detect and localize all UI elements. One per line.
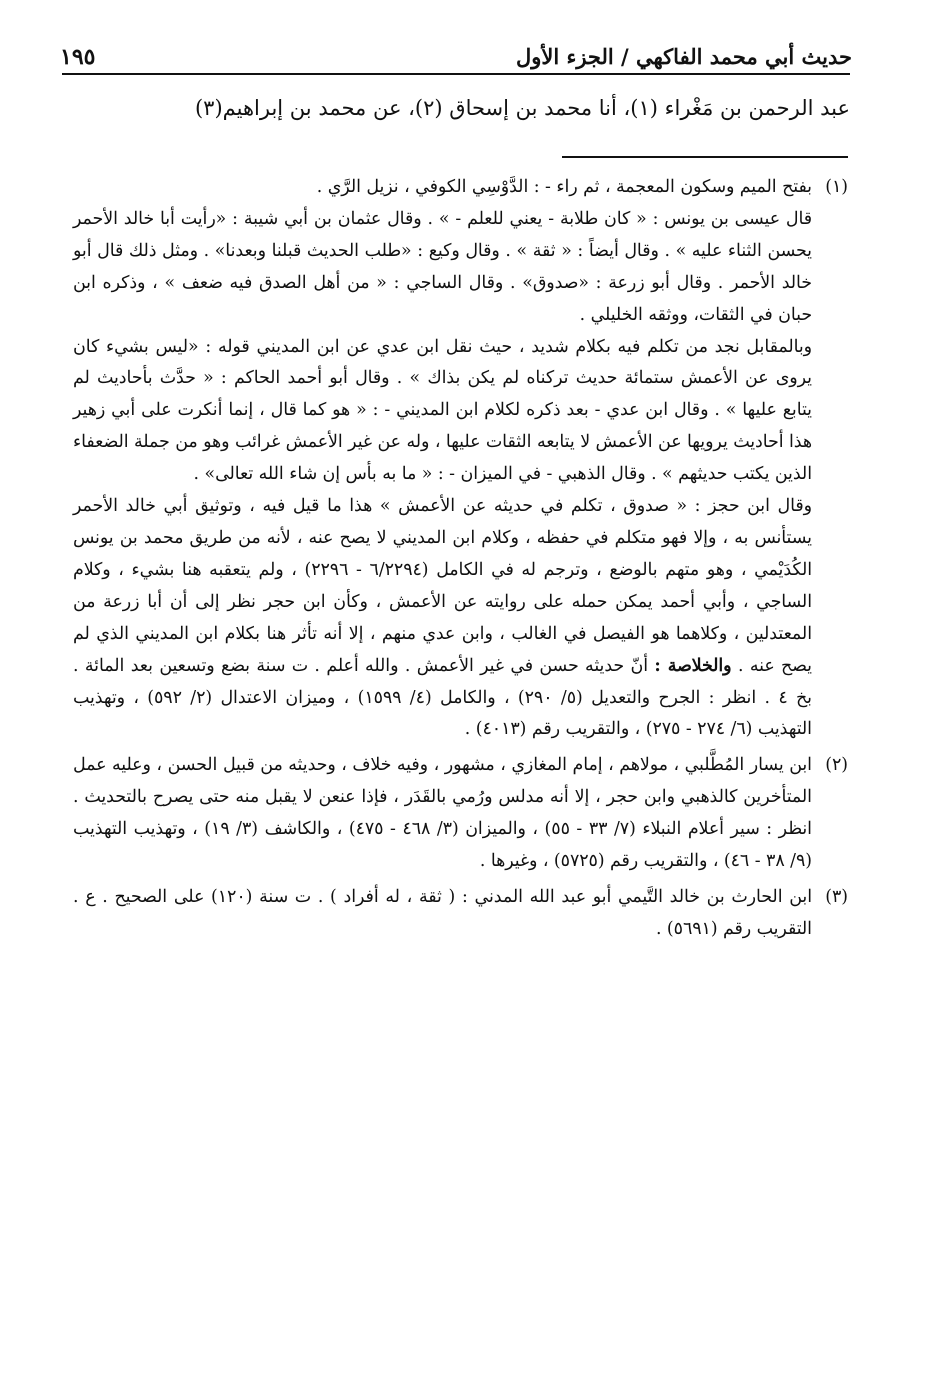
footnote-paragraph: قال عيسى بن يونس : « كان طلابة - يعني للعلم - » . وقال عثمان بن أبي شيبة : «رأيت أبا خالد الأحمر يحسن الثناء عليه » . وقال أيضاً : « ثقة » . وقال وكيع : «طلب الحديث قبلنا وبعدنا» . ومثل ذلك قال أبو خالد الأحمر . وقال أبو زرعة : «صدوق» . وقال الساجي : « من أهل الصدق فيه ضعف » ، وذكره ابن حبان في الثقات، ووثقه الخليلي . <box>73 208 812 325</box>
main-text: عبد الرحمن بن مَغْراء (١)، أنا محمد بن إسحاق (٢)، عن محمد بن إبراهيم(٣) <box>194 96 850 120</box>
footnote-paragraph: وبالمقابل نجد من تكلم فيه بكلام شديد ، حيث نقل ابن عدي عن ابن المديني قوله : «ليس بشيء كان يروى عن الأعمش ستمائة حديث تركناه لم يكن بذاك » . وقال أبو أحمد الحاكم : « حدَّث بأحاديث لم يتابع عليها » . وقال ابن عدي - بعد ذكره لكلام ابن المديني - : « هو كما قال ، إنما أنكرت على أبي زهير هذا أحاديث يرويها عن الأعمش لا يتابعه الثقات عليها ، وله عن غير الأعمش غرائب وهو من جملة الضعفاء الذين يكتب حديثهم » . وقال الذهبي - في الميزان - : « ما به بأس إن شاء الله تعالى» . <box>73 336 812 485</box>
running-title: حديث أبي محمد الفاكهي / الجزء الأول <box>515 44 852 69</box>
header-rule <box>62 73 850 75</box>
footnotes <box>73 172 848 946</box>
footnote-paragraph <box>73 491 812 746</box>
footnote-number: (٢) <box>825 755 848 776</box>
footnote-text: أنّ حديثه حسن في غير الأعمش . والله أعلم . ت سنة بضع وتسعين بعد المائة . بخ ٤ . انظر : الجرح والتعديل (٥/ ٢٩٠) ، والكامل (٤/ ١٥٩٩) ، وميزان الاعتدال (٢/ ٥٩٢) ، وتهذيب التهذيب (٦/ ٢٧٤ - ٢٧٥) ، والتقريب رقم (٤٠١٣) . <box>73 655 812 740</box>
page-header <box>60 38 852 76</box>
footnote-2 <box>73 750 848 878</box>
footnote-1 <box>73 172 848 746</box>
footnote-3 <box>73 882 848 946</box>
footnote-paragraph: بفتح الميم وسكون المعجمة ، ثم راء - : الدَّوْسِي الكوفي ، نزيل الرَّي . <box>316 177 812 197</box>
footnote-paragraph: ابن الحارث بن خالد التَّيمي أبو عبد الله المدني : ( ثقة ، له أفراد ) . ت سنة (١٢٠) على الصحيح . ع . التقريب رقم (٥٦٩١) . <box>73 886 812 939</box>
page-number: ١٩٥ <box>60 44 96 70</box>
footnote-number: (٣) <box>825 886 848 907</box>
summary-label: والخلاصة : <box>654 655 732 676</box>
footnote-paragraph: ابن يسار المُطَّلبي ، مولاهم ، إمام المغازي ، مشهور ، وفيه خلاف ، وحديثه من قبيل الحسن ، وعليه عمل المتأخرين كالذهبي وابن حجر ، إلا أنه مدلس ورُمي بالقَدَر ، فإذا عنعن لا يقبل منه حتى يصرح بالتحديث . انظر : سير أعلام النبلاء (٧/ ٣٣ - ٥٥) ، والميزان (٣/ ٤٦٨ - ٤٧٥) ، والكاشف (٣/ ١٩) ، وتهذيب التهذيب (٩/ ٣٨ - ٤٦) ، والتقريب رقم (٥٧٢٥) ، وغيرها . <box>73 755 812 872</box>
footnote-number: (١) <box>825 177 848 197</box>
footnote-separator <box>562 156 848 158</box>
footnote-text: وقال ابن حجز : « صدوق ، تكلم في حديثه عن الأعمش » هذا ما قيل فيه ، وتوثيق أبي خالد الأحمر يستأنس به ، وإلا فهو متكلم في حفظه ، وكلام ابن المديني لا يصح عنه ، لأنه من طريق محمد بن يونس الكُدَيْمي ، وهو متهم بالوضع ، وترجم له في الكامل (٦/٢٢٩٤ - ٢٢٩٦) ، ولم يتعقبه هنا بشيء ، وكلام الساجي ، وأبي أحمد يمكن حمله على روايته عن الأعمش ، وكأن ابن حجر نظر إلى أن أبا زرعة من المعتدلين ، وكلاهما هو الفيصل في الغالب ، وابن عدي منهم ، إلا أنه تأثر هنا بكلام ابن المديني الذي لم يصح عنه . <box>73 496 813 676</box>
